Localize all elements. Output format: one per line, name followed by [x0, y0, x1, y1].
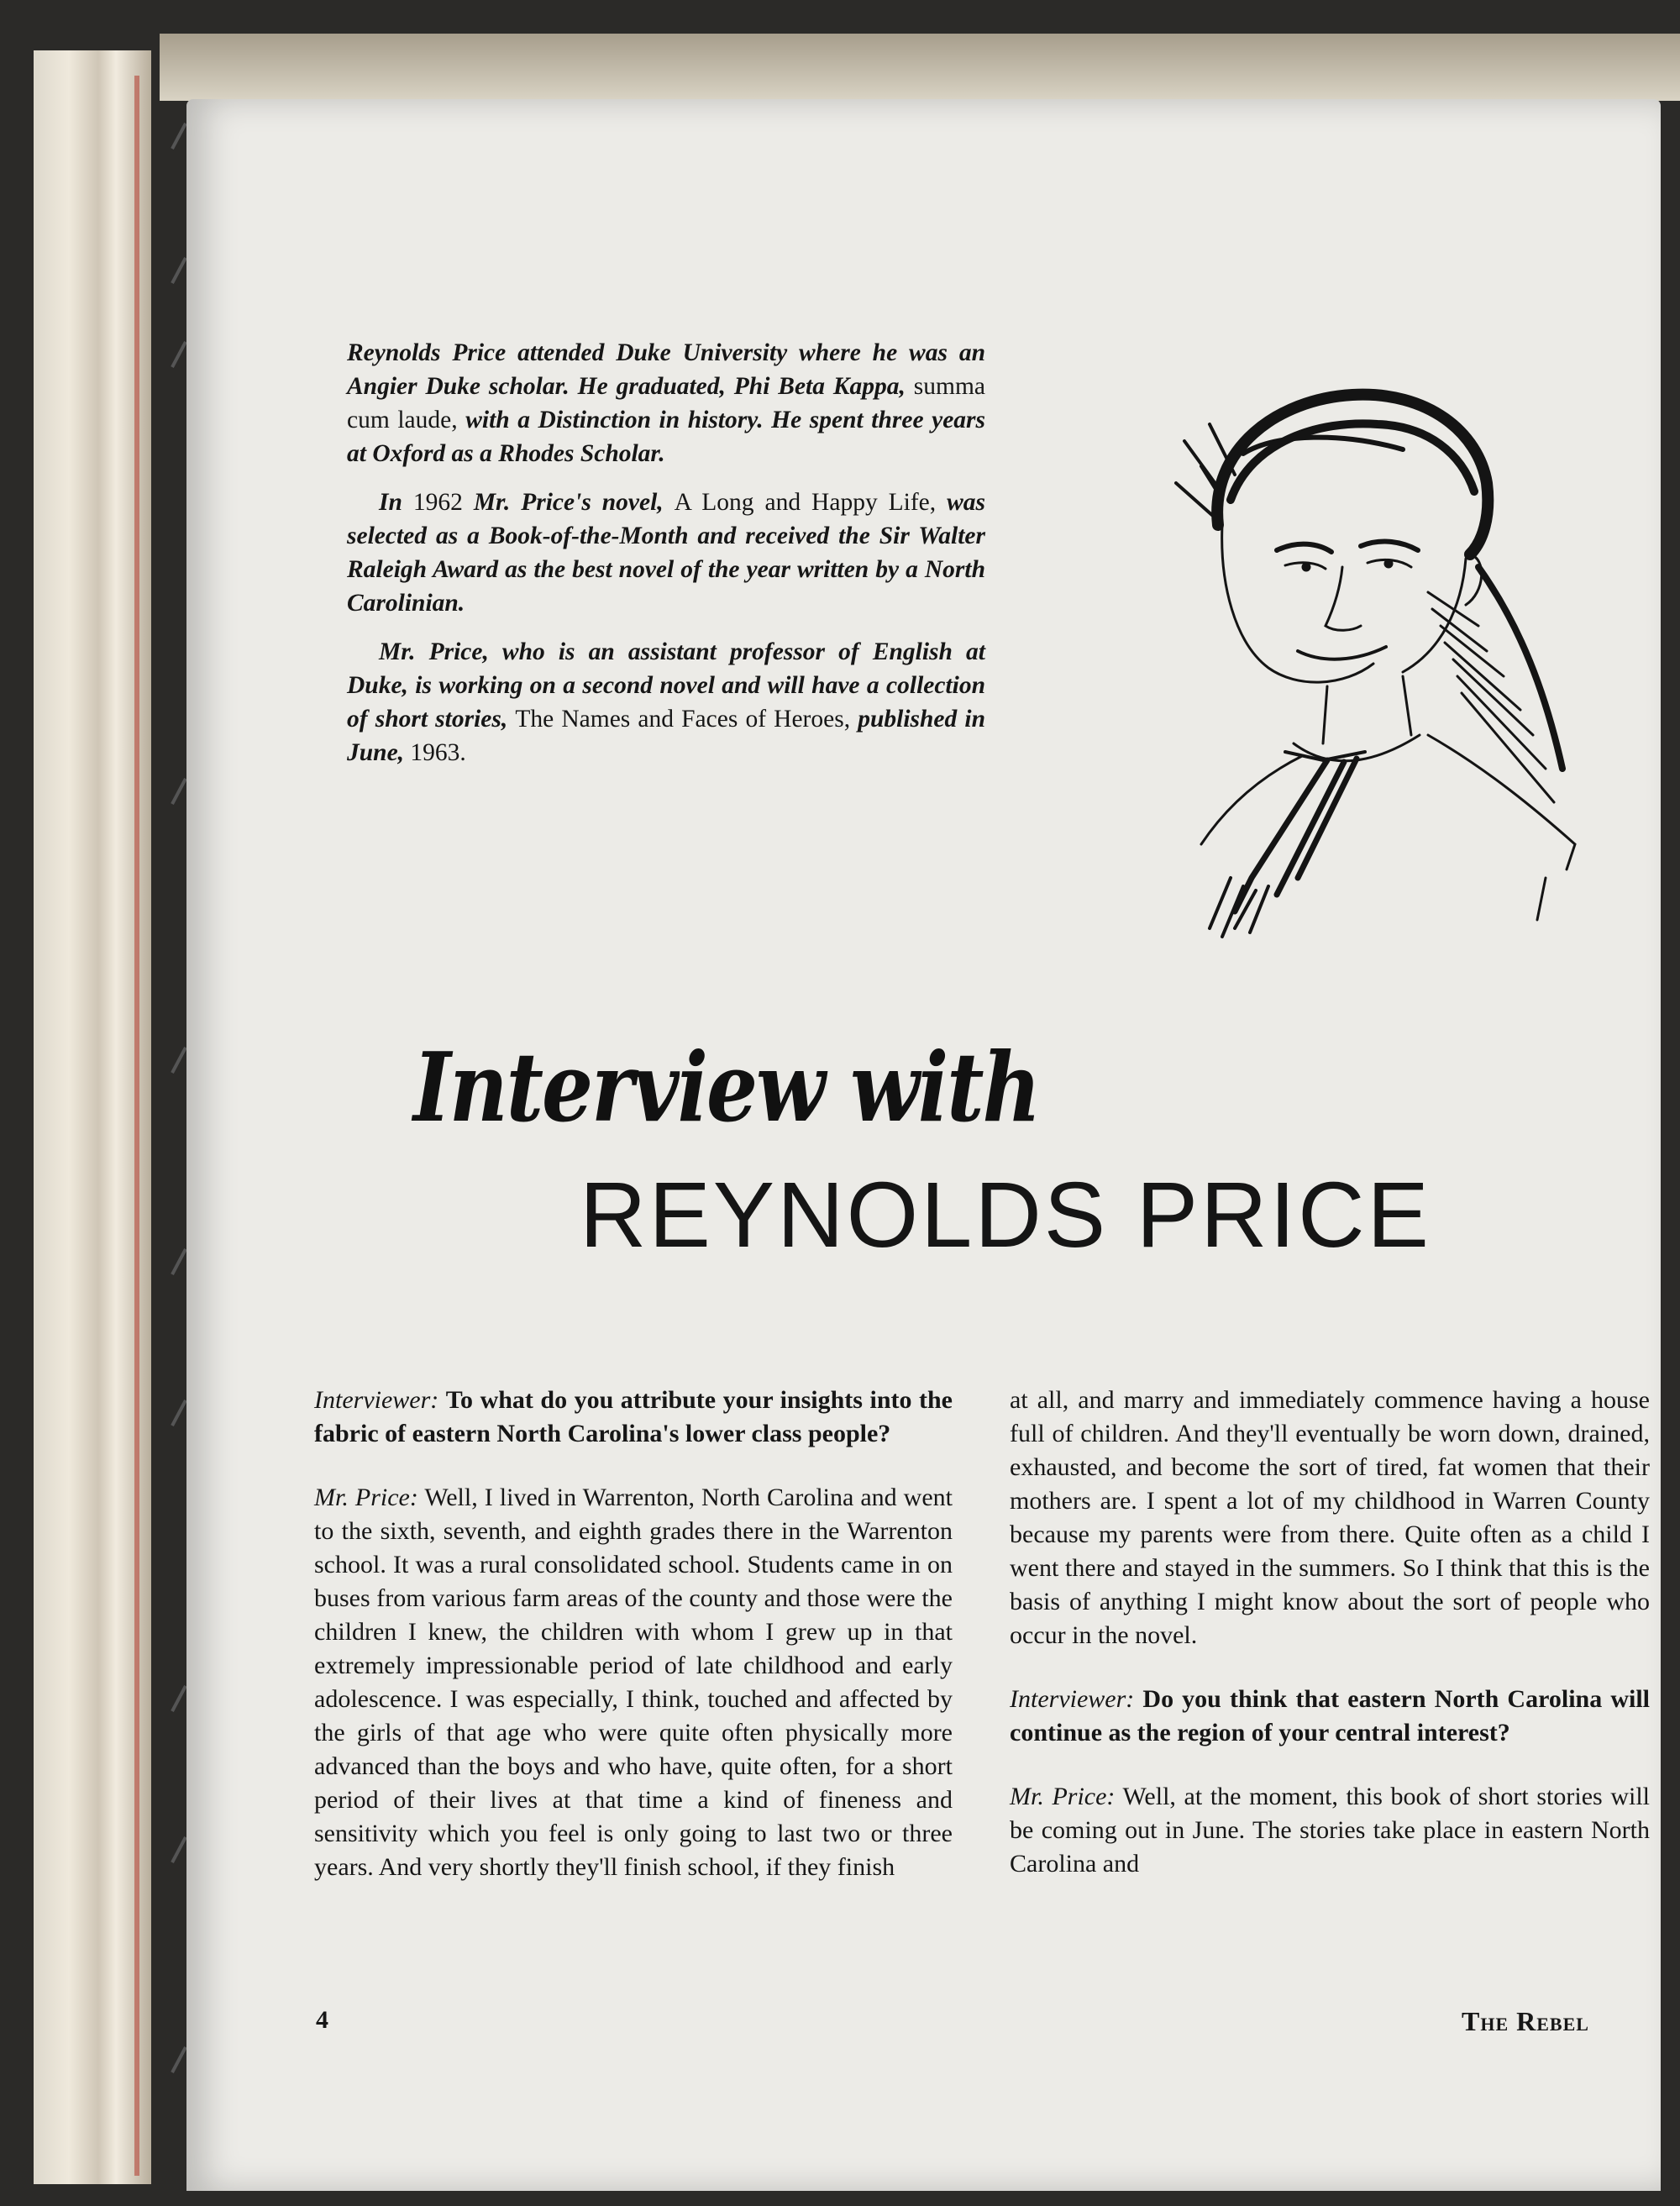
answer-1-text: Well, I lived in Warrenton, North Carolina and went to the sixth, seventh, and eighth grades there in the Warrenton school. It was a rural consolidated school. Students came in on buses from various farm areas of the county and those were the children I knew, the children with whom I grew up in that extremely impressionable period of late childhood and early adolescence. I was especially, I think, touched and affected by the girls of that age who were quite often physically more advanced than the boys and who have, quite often, for a short period of their lives at that time a kind of fineness and sensitivity which you feel is only going to last two or three years. And very shortly they'll finish school, if they finish: [314, 1484, 953, 1881]
answer-2: [1010, 1780, 1650, 1881]
question-1-label: Interviewer:: [314, 1386, 439, 1414]
title-script-line: Interview with: [413, 1032, 1040, 1144]
answer-1: [314, 1481, 953, 1884]
answer-1-continued: at all, and marry and immediately commence having a house full of children. And they'll eventually be worn down, drained, exhausted, and become the sort of tired, fat women that their mothers are. I spent a lot of my childhood in Warren County because my parents were from there. Quite often as a child I went there and stayed in the summers. So I think that this is the basis of anything I might know about the sort of people who occur in the novel.: [1010, 1386, 1650, 1649]
interview-column-left: [314, 1384, 953, 1884]
question-1-text: To what do you attribute your insights into the fabric of eastern North Carolina's lower class people?: [314, 1386, 953, 1447]
question-2-label: Interviewer:: [1010, 1685, 1135, 1713]
portrait-sketch-illustration: [1151, 374, 1588, 945]
interview-column-right: [1010, 1384, 1650, 1881]
answer-2-label: Mr. Price:: [1010, 1783, 1116, 1810]
question-2: [1010, 1683, 1650, 1750]
bio-paragraph-current-work: Mr. Price, who is an assistant professor of English at Duke, is working on a second novel and will have a collection of short stories, The Names and Faces of Heroes, published in June, 1963.: [347, 638, 985, 766]
book-red-edge: [134, 76, 139, 2176]
magazine-name: The Rebel: [1462, 2006, 1589, 2036]
bio-paragraph-education: Reynolds Price attended Duke University where he was an Angier Duke scholar. He graduated, Phi Beta Kappa, summa cum laude, with a Distinction in history. He spent three years at Oxford as a Rhodes Scholar.: [347, 339, 986, 467]
answer-2-text: Well, at the moment, this book of short stories will be coming out in June. The stories take place in eastern North Carolina and: [1010, 1783, 1650, 1878]
question-2-text: Do you think that eastern North Carolina will continue as the region of your central interest?: [1010, 1685, 1651, 1746]
book-top-edge: [160, 34, 1680, 101]
title-subject-name: REYNOLDS PRICE: [580, 1163, 1431, 1267]
question-1: [314, 1384, 953, 1451]
page-number: 4: [316, 2006, 328, 2034]
bio-paragraph-novel: In 1962 Mr. Price's novel, A Long and Happy Life, was selected as a Book-of-the-Month and received the Sir Walter Raleigh Award as the best novel of the year written by a North Carolinian.: [347, 489, 986, 617]
book-page-edges: [34, 50, 151, 2184]
answer-1-label: Mr. Price:: [314, 1484, 418, 1511]
author-bio: [347, 336, 985, 785]
